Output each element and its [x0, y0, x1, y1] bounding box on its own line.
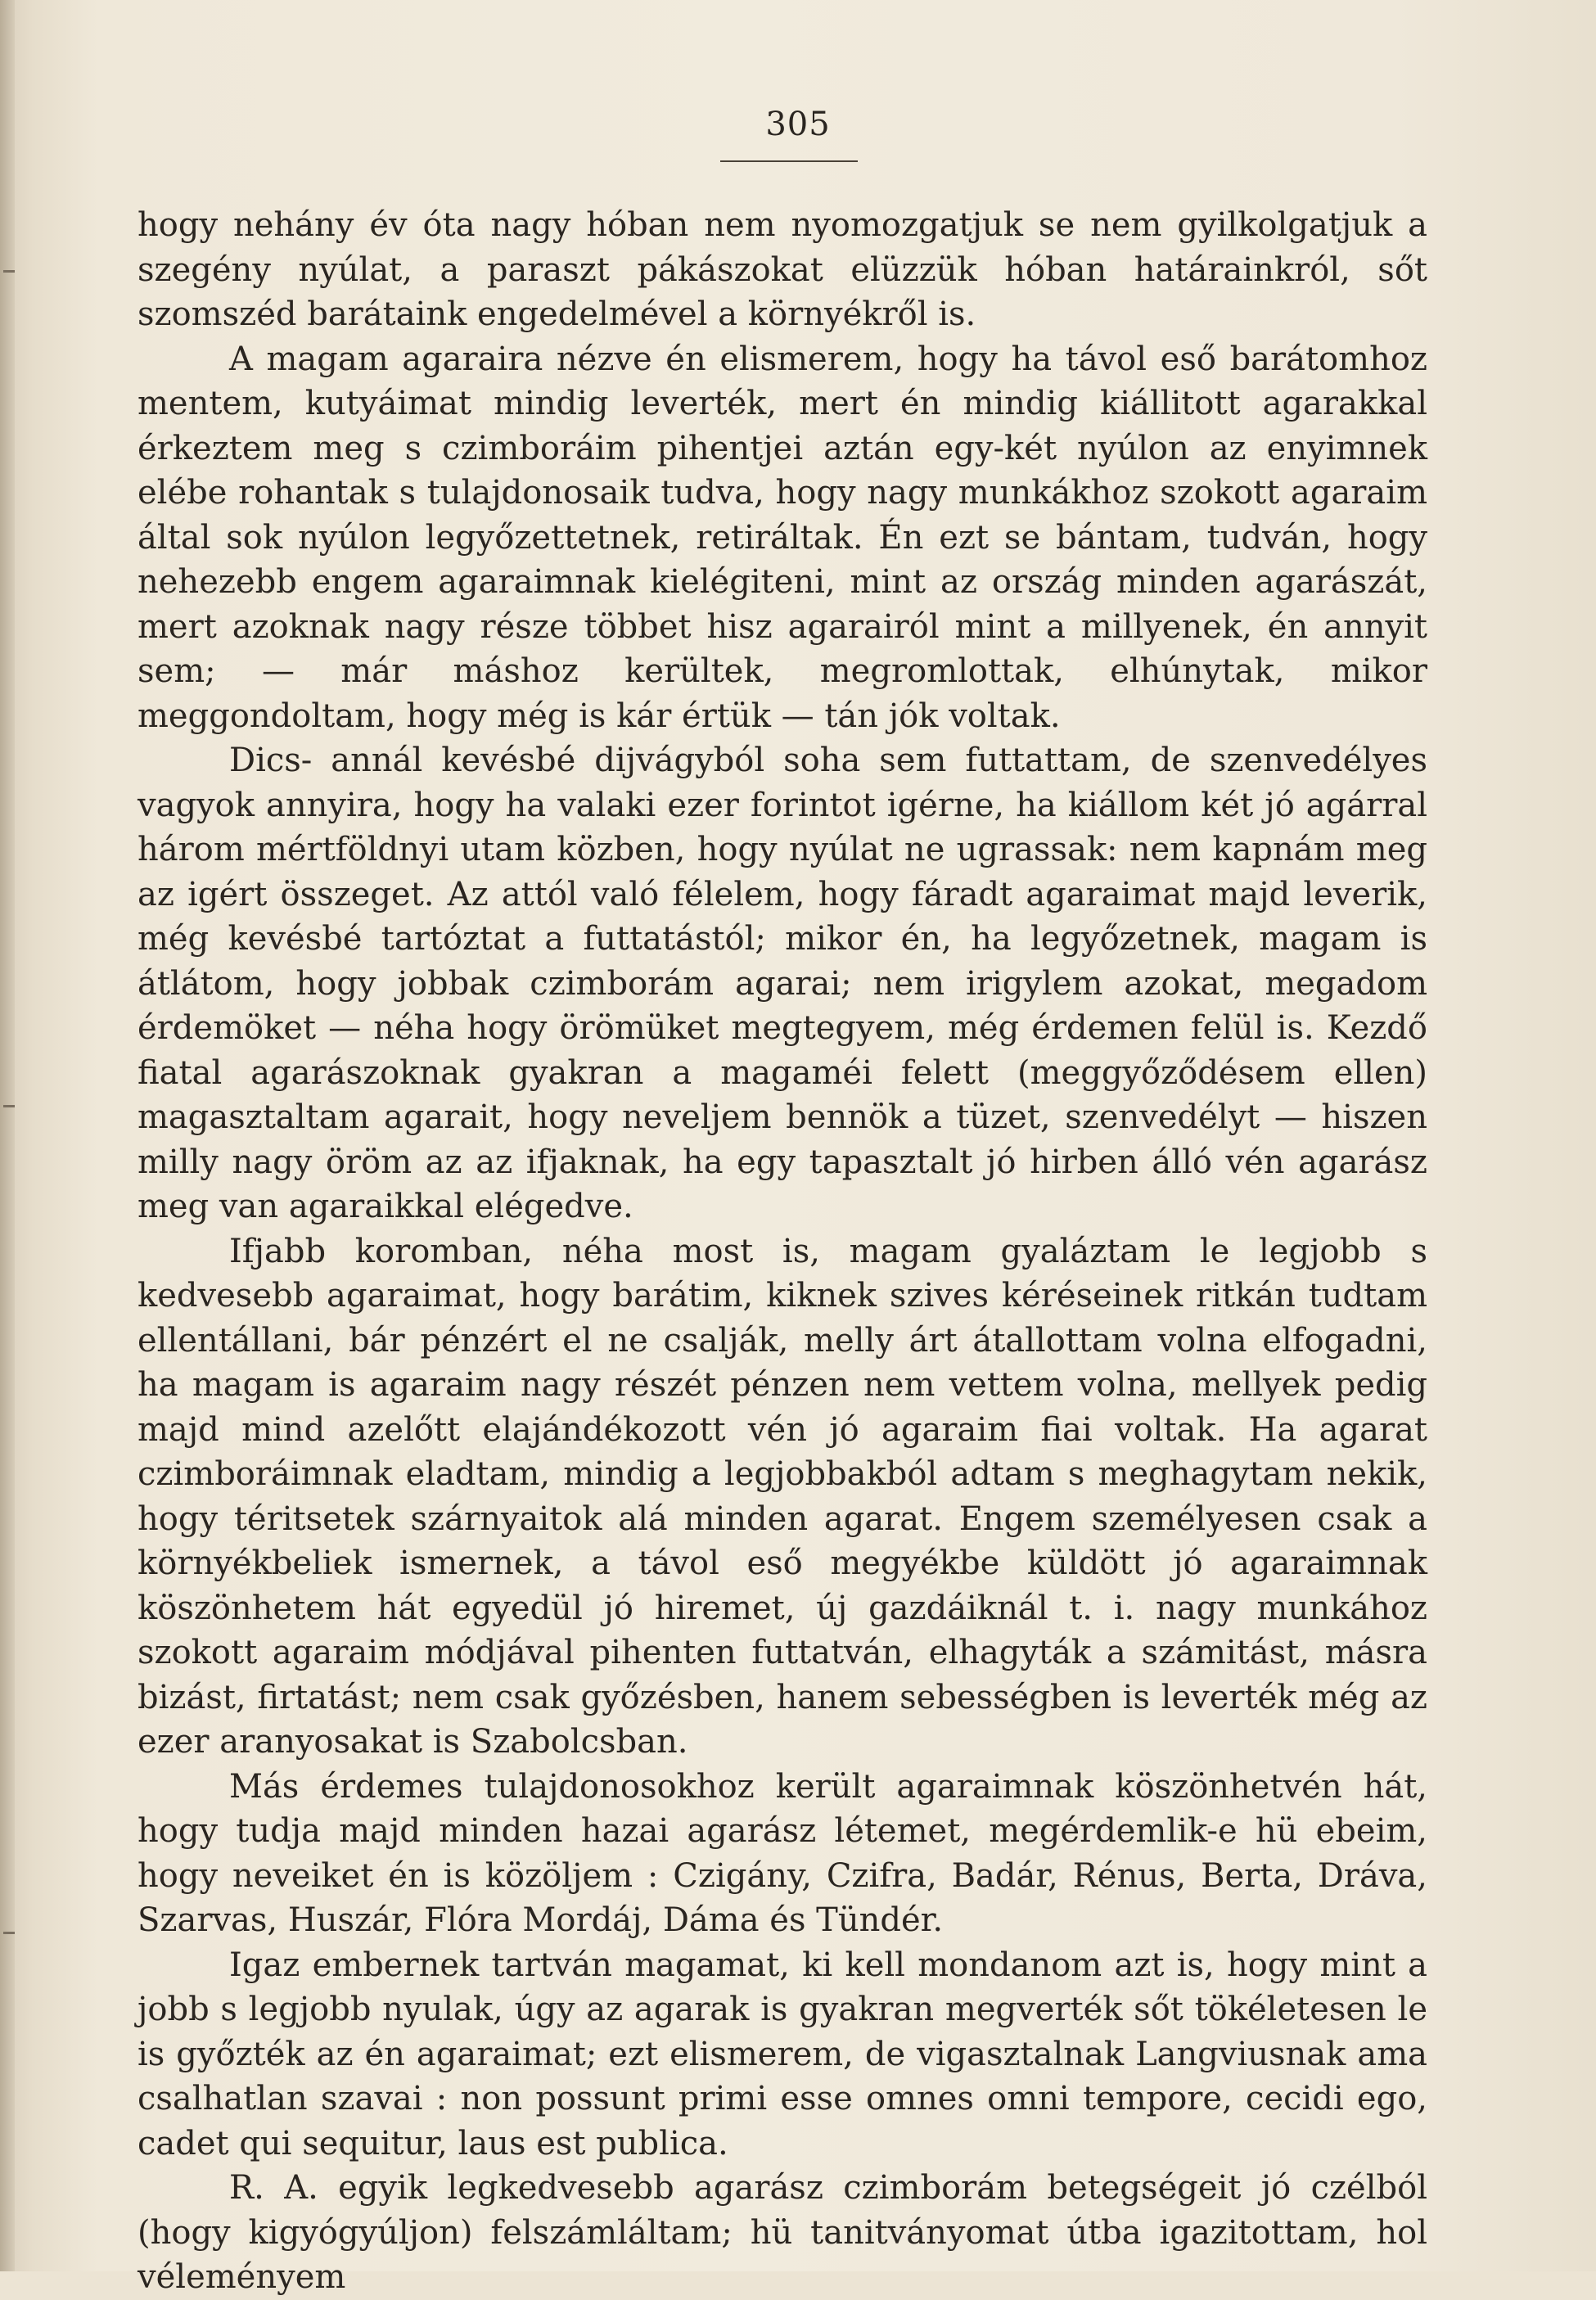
body-text	[138, 203, 1427, 2296]
paragraph: R. A. egyik legkedvesebb agarász czimborám betegségeit jó czélból (hogy kigyógyúljon) felszámláltam; hü tanitványomat útba igazitottam, hol véleményem	[138, 2169, 1427, 2296]
page-number-rule	[720, 160, 858, 162]
paragraph: Ifjabb koromban, néha most is, magam gyaláztam le legjobb s kedvesebb agaraimat, hogy barátim, kiknek szives kéréseinek ritkán tudtam ellentállani, bár pénzért el ne csalják, melly árt átallottam volna elfogadni, ha magam is agaraim nagy részét pénzen nem vettem volna, mellyek pedig majd mind azelőtt elajándékozott vén jó agaraim fiai voltak. Ha agarat czimboráimnak eladtam, mindig a legjobbakból adtam s meghagytam nekik, hogy téritsetek szárnyaitok alá minden agarat. Engem személyesen csak a környékbeliek ismernek, a távol eső megyékbe küldött jó agaraimnak köszönhetem hát egyedül jó hiremet, új gazdáiknál t. i. nagy munkához szokott agaraim módjával pihenten futtatván, elhagyták a számitást, másra bizást, firtatást; nem csak győzésben, hanem sebességben is leverték még az ezer aranyosakat is Szabolcsban.	[138, 1232, 1427, 1761]
margin-mark	[3, 270, 15, 273]
margin-mark	[3, 1105, 15, 1107]
paragraph: Dics- annál kevésbé dijvágyból soha sem futtattam, de szenvedélyes vagyok annyira, hogy ha valaki ezer forintot igérne, ha kiállom két jó agárral három mértföldnyi utam közben, hogy nyúlat ne ugrassak: nem kapnám meg az igért összeget. Az attól való félelem, hogy fáradt agaraimat majd leverik, még kevésbé tartóztat a futtatástól; mikor én, ha legyőzetnek, magam is átlátom, hogy jobbak czimborám agarai; nem irigylem azokat, megadom érdemöket — néha hogy örömüket megtegyem, még érdemen felül is. Kezdő fiatal agarászoknak gyakran a magaméi felett (meggyőződésem ellen) magasztaltam agarait, hogy neveljem bennök a tüzet, szenvedélyt — hiszen milly nagy öröm az az ifjaknak, ha egy tapasztalt jó hirben álló vén agarász meg van agaraikkal elégedve.	[138, 742, 1427, 1225]
paragraph: Igaz embernek tartván magamat, ki kell mondanom azt is, hogy mint a jobb s legjobb nyulak, úgy az agarak is gyakran megverték sőt tökéletesen le is győzték az én agaraimat; ezt elismerem, de vigasztalnak Langviusnak ama csalhatlan szavai : non possunt primi esse omnes omni tempore, cecidi ego, cadet qui sequitur, laus est publica.	[138, 1946, 1427, 2162]
paragraph: hogy nehány év óta nagy hóban nem nyomozgatjuk se nem gyilkolgatjuk a szegény nyúlat, a paraszt pákászokat elüzzük hóban határainkról, sőt szomszéd barátaink engedelmével a környékről is.	[138, 206, 1427, 333]
margin-mark	[3, 1932, 15, 1934]
page-number: 305	[765, 106, 831, 143]
paragraph: Más érdemes tulajdonosokhoz került agaraimnak köszönhetvén hát, hogy tudja majd minden hazai agarász létemet, megérdemlik-e hü ebeim, hogy neveiket én is közöljem : Czigány, Czifra, Badár, Rénus, Berta, Dráva, Szarvas, Huszár, Flóra Mordáj, Dáma és Tündér.	[138, 1767, 1427, 1939]
binding-edge	[0, 0, 15, 2271]
paragraph: A magam agaraira nézve én elismerem, hogy ha távol eső barátomhoz mentem, kutyáimat mindig leverték, mert én mindig kiállitott agarakkal érkeztem meg s czimboráim pihentjei aztán egy-két nyúlon az enyimnek elébe rohantak s tulajdonosaik tudva, hogy nagy munkákhoz szokott agaraim által sok nyúlon legyőzettetnek, retiráltak. Én ezt se bántam, tudván, hogy nehezebb engem agaraimnak kielégiteni, mint az ország minden agarászát, mert azoknak nagy része többet hisz agarairól mint a millyenek, én annyit sem; — már máshoz kerültek, megromlottak, elhúnytak, mikor meggondoltam, hogy még is kár értük — tán jók voltak.	[138, 340, 1427, 735]
